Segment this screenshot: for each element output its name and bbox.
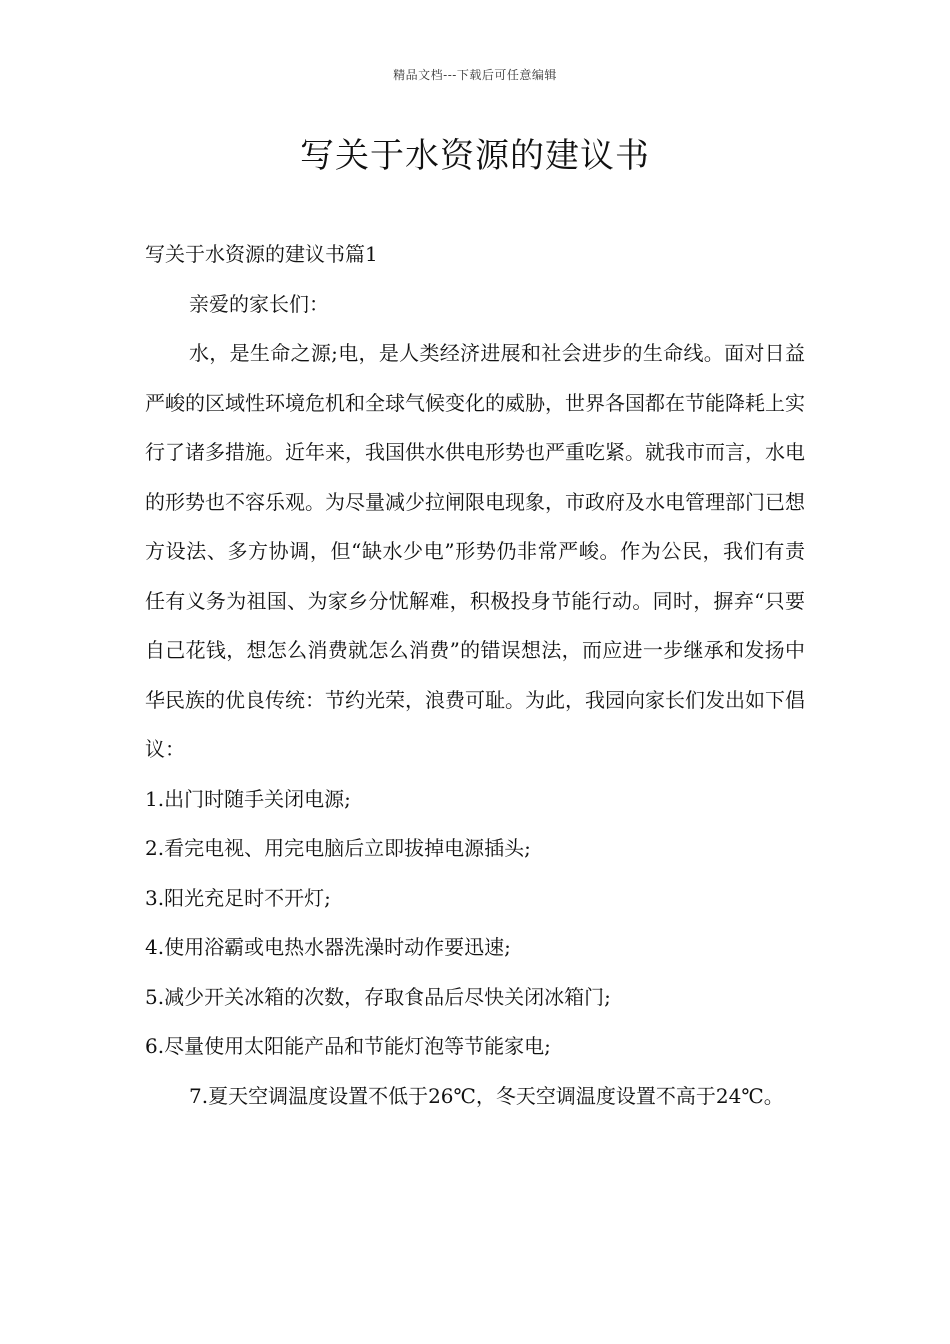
list-item-6: 6.尽量使用太阳能产品和节能灯泡等节能家电; [145,1034,551,1058]
section-heading: 写关于水资源的建议书篇1 [145,242,378,266]
greeting: 亲爱的家长们： [189,291,329,316]
list-item-5: 5.减少开关冰箱的次数，存取食品后尽快关闭冰箱门; [145,984,611,1009]
main-paragraph: 水，是生命之源;电，是人类经济进展和社会进步的生命线。面对日益严峻的区域性环境危机和全球气候变化的威胁，世界各国都在节能降耗上实行了诸多措施。近年来，我国供水供电形势也严重吃紧。就我市而言，水电的形势也不容乐观。为尽量减少拉闸限电现象，市政府及水电管理部门已想方设法、多方协调，但“缺水少电”形势仍非常严峻。作为公民，我们有责任有义务为祖国、为家乡分忧解难，积极投身节能行动。同时，摒弃“只要自己花钱，想怎么消费就怎么消费”的错误想法，而应进一步继承和发扬中华民族的优良传统：节约光荣，浪费可耻。为此，我园向家长们发出如下倡议： [145,341,805,761]
list-item-7: 7.夏天空调温度设置不低于26℃，冬天空调温度设置不高于24℃。 [189,1083,784,1108]
document-title: 写关于水资源的建议书 [300,136,650,176]
list-item-2: 2.看完电视、用完电脑后立即拔掉电源插头; [145,836,531,860]
list-item-3: 3.阳光充足时不开灯; [145,885,331,910]
list-item-4: 4.使用浴霸或电热水器洗澡时动作要迅速; [145,935,511,959]
header-note: 精品文档---下载后可任意编辑 [393,68,557,82]
list-item-1: 1.出门时随手关闭电源; [145,786,351,811]
document-body [145,230,805,1121]
